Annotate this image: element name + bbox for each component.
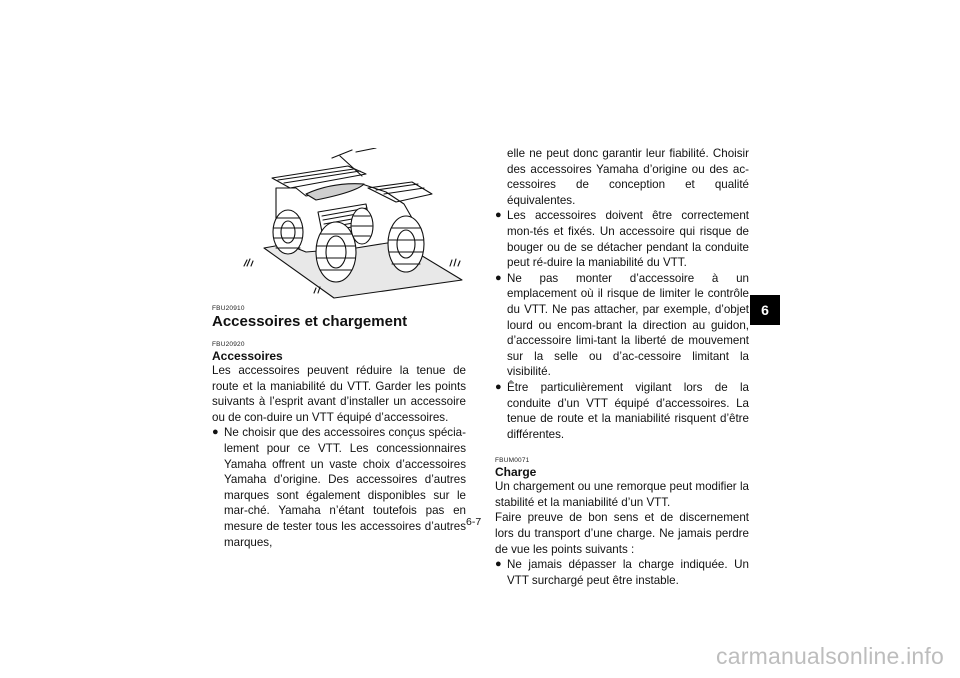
charge-paragraph-1: Un chargement ou une remorque peut modifier la stabilité et la maniabilité d’un VTT. — [495, 480, 749, 509]
bullet-icon: ● — [495, 558, 502, 571]
list-item-text: Les accessoires doivent être correctement mon-tés et fixés. Un accessoire qui risque de bouger ou de se détacher pendant la conduite peut ré-duire la maniabilité du VTT. — [507, 209, 749, 270]
list-item-text: Ne choisir que des accessoires conçus spécia-lement pour ce VTT. Les concessionnaires Yamaha offrent un vaste choix d’accessoires Yamaha d’origine. Des accessoires d’autres marques sont également disponibles sur le mar-ché. Yamaha n’étant toutefois pas en mesure de tester tous les accessoires d’autres marques, — [224, 426, 466, 549]
list-item-text: Être particulièrement vigilant lors de la conduite d’un VTT équipé d’accessoires. La tenue de route et la maniabilité risquent d’être différentes. — [507, 380, 749, 441]
subsection-code: FBUM0071 — [495, 457, 530, 465]
list-item-continued: elle ne peut donc garantir leur fiabilité. Choisir des accessoires Yamaha d’origine ou des ac-cessoires de conception et qualité équivalentes. — [507, 147, 749, 207]
bullet-icon: ● — [495, 380, 502, 393]
page-number: 6-7 — [466, 516, 482, 528]
subsection-code: FBU20920 — [212, 341, 245, 348]
bullet-icon: ● — [212, 426, 219, 439]
list-item-text: Ne jamais dépasser la charge indiquée. Un VTT surchargé peut être instable. — [507, 558, 749, 587]
list-item-text: Ne pas monter d’accessoire à un emplacement où il risque de limiter le contrôle du VTT. Ne pas attacher, par exemple, d’objet lourd ou encom-brant la direction au guidon, d’accessoire limi-tant la liberté de mouvement sur la selle ou d’ac-cessoire limitant la visibilité. — [507, 271, 749, 379]
left-column — [212, 305, 466, 550]
list-item — [212, 425, 466, 550]
chapter-tab: 6 — [750, 295, 780, 325]
subsection-title-charge: Charge — [495, 465, 537, 480]
atv-illustration — [236, 148, 466, 300]
charge-paragraph-2: Faire preuve de bon sens et de discernement lors du transport d’une charge. Ne jamais perdre de vue les points suivants : — [495, 511, 749, 556]
section-code: FBU20910 — [212, 305, 245, 312]
intro-paragraph: Les accessoires peuvent réduire la tenue de route et la maniabilité du VTT. Garder les points suivants à l’esprit avant d’installer un accessoire ou de con-duire un VTT équipé d’accessoires. — [212, 364, 466, 424]
section-title: Accessoires et chargement — [212, 313, 408, 330]
list-item — [495, 271, 749, 380]
bullet-icon: ● — [495, 209, 502, 222]
list-item — [495, 380, 749, 442]
bullet-icon: ● — [495, 271, 502, 284]
right-column — [495, 146, 749, 588]
list-item — [495, 557, 749, 588]
subsection-title-accessoires: Accessoires — [212, 349, 283, 363]
watermark: carmanualsonline.info — [716, 643, 944, 669]
list-item — [495, 208, 749, 270]
